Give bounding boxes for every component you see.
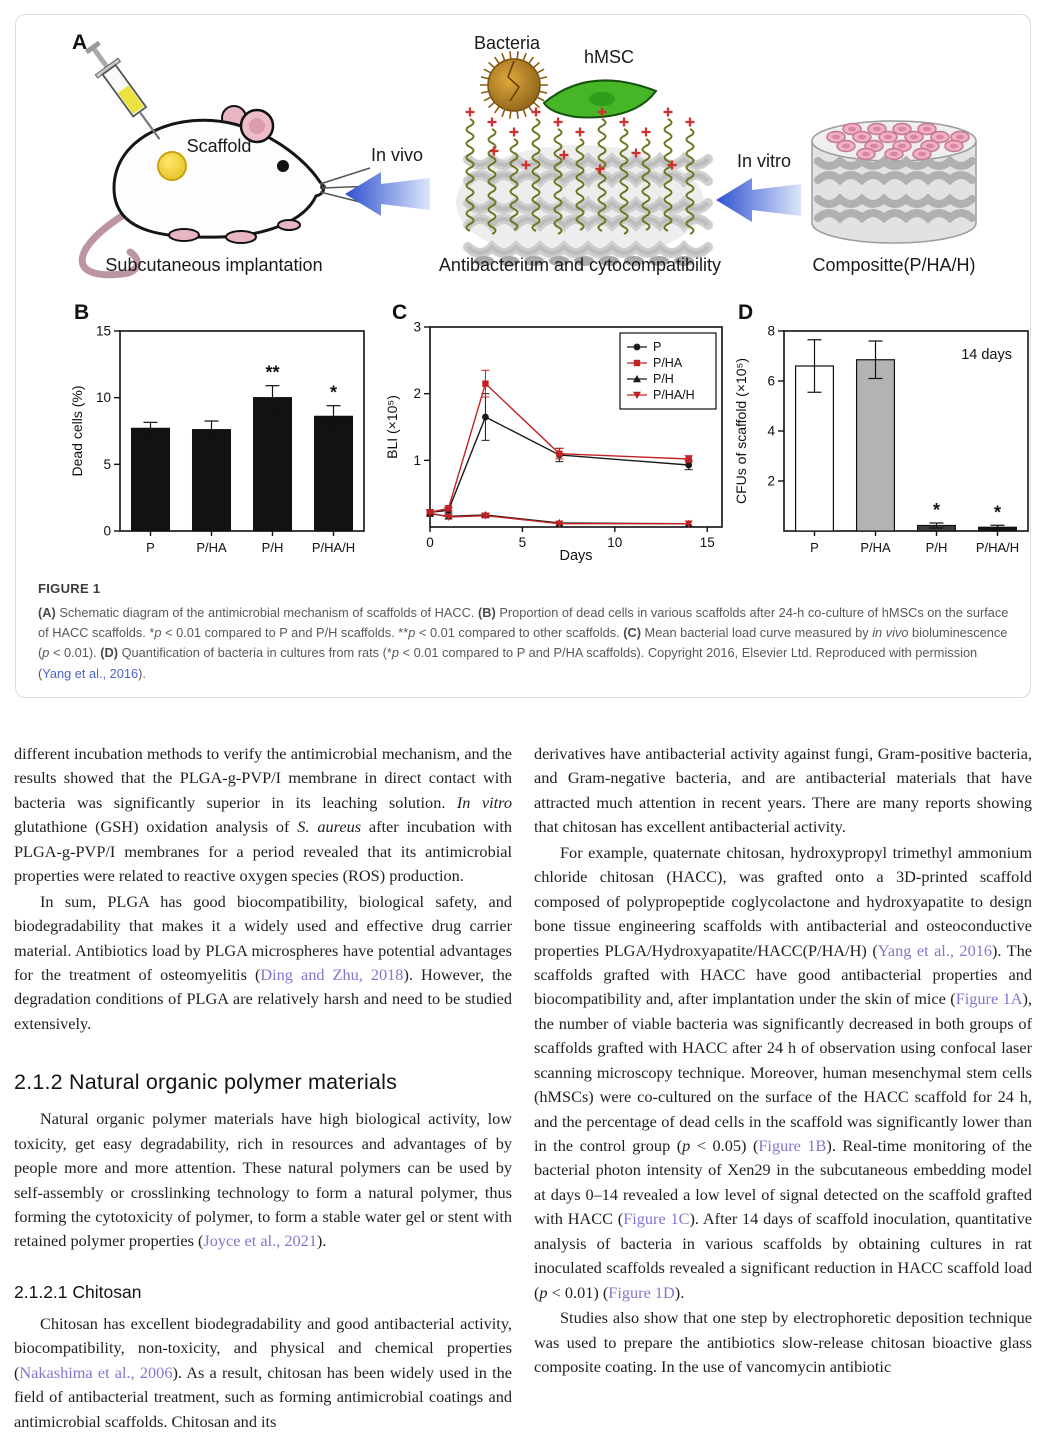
scaffold-label: Scaffold: [186, 136, 252, 156]
svg-text:15: 15: [699, 535, 715, 550]
in-vitro-arrow: [716, 178, 801, 222]
left-column: [14, 742, 512, 1434]
citation-link[interactable]: Joyce et al., 2021: [203, 1231, 317, 1251]
mouse-ear-inner: [249, 118, 265, 134]
svg-text:P/HA: P/HA: [196, 540, 227, 555]
bar-chart-dead-cells: [66, 315, 378, 567]
paragraph: different incubation methods to verify the antimicrobial mechanism, and the results showed that the PLGA-g-PVP/I membrane in direct contact with bacteria was significantly superior in its leaching solution. In vitro glutathione (GSH) oxidation analysis of S. aureus after incubation with PLGA-g-PVP/I membranes for a period revealed that its antimicrobial properties were related to reactive oxygen species (ROS) production.: [14, 744, 513, 886]
mouse-foot: [169, 229, 199, 241]
svg-text:P/H: P/H: [925, 540, 948, 555]
paragraph: Natural organic polymer materials have high biological activity, low toxicity, get easy degradability, rich in resources and advantages of by people more and more attention. These natural polymers can be used by self-assembly or crosslinking technology to form a natural polymer, thus forming the cytotoxicity of polymer, to form a stable water gel or stent with retained polymer properties (Joyce et al., 2021).: [14, 1109, 512, 1251]
paragraph: derivatives have antibacterial activity against fungi, Gram-positive bacteria, and Gram-negative bacteria, and are antibacterial materials that have attracted much attention in recent years. There are many reports showing that chitosan has excellent antibacterial activity.: [534, 744, 1032, 837]
svg-text:P: P: [653, 340, 662, 354]
svg-text:14 days: 14 days: [961, 347, 1012, 363]
right-column: [534, 742, 1032, 1434]
svg-text:Dead cells (%): Dead cells (%): [69, 385, 85, 477]
subsection-heading: 2.1.2.1 Chitosan: [14, 1281, 142, 1302]
svg-text:5: 5: [518, 535, 527, 550]
figure-caption: [38, 581, 1010, 684]
bar-chart-cfus: [730, 315, 1031, 567]
citation-link[interactable]: Figure 1A: [955, 989, 1023, 1009]
in-vitro-label: In vitro: [736, 151, 792, 171]
bacteria-label: Bacteria: [473, 33, 541, 53]
mouse-nose: [320, 184, 326, 190]
in-vivo-arrow: [345, 172, 430, 216]
svg-text:P/HA/H: P/HA/H: [653, 388, 695, 402]
svg-text:P: P: [810, 540, 819, 555]
svg-text:*: *: [993, 502, 1002, 523]
paragraph: Studies also show that one step by electrophoretic deposition technique was used to prepare the antibiotics slow-release chitosan bioactive glass composite coating. In the use of vancomycin antibiotic: [534, 1308, 1032, 1376]
composite-scaffold: [812, 121, 976, 243]
svg-text:P/HA: P/HA: [653, 356, 683, 370]
article-body: [14, 742, 1032, 1434]
svg-text:2: 2: [413, 386, 421, 402]
svg-text:0: 0: [426, 535, 434, 550]
citation-link[interactable]: Yang et al., 2016: [42, 665, 139, 681]
panel-label-c: C: [392, 301, 408, 324]
mouse-eye: [277, 160, 289, 172]
svg-text:0: 0: [103, 523, 111, 539]
svg-text:*: *: [329, 382, 338, 403]
composite-label: Compositte(P/HA/H): [812, 255, 976, 275]
svg-text:P/HA/H: P/HA/H: [311, 540, 356, 555]
in-vivo-label: In vivo: [370, 145, 424, 165]
panel-label-d: D: [738, 301, 754, 324]
svg-text:CFUs of scaffold (×10⁵): CFUs of scaffold (×10⁵): [733, 358, 749, 504]
figure-caption-text: (A) Schematic diagram of the antimicrobial mechanism of scaffolds of HACC. (B) Proportion of dead cells in various scaffolds after 24-h co-culture of hMSCs on the surface of HACC scaffolds. *p < 0.01 compared to P and P/H scaffolds. **p < 0.01 compared to other scaffolds. (C) Mean bacterial load curve measured by in vivo bioluminescence (p < 0.01). (D) Quantification of bacteria in cultures from rats (*p < 0.01 compared to P and P/HA scaffolds). Copyright 2016, Elsevier Ltd. Reproduced with permission (Yang et al., 2016).: [38, 605, 1009, 681]
subcutaneous-label: Subcutaneous implantation: [105, 255, 323, 275]
svg-text:10: 10: [607, 535, 623, 550]
implant-site: [158, 152, 186, 180]
citation-link[interactable]: Figure 1C: [623, 1209, 690, 1229]
svg-text:**: **: [265, 362, 280, 383]
paragraph: Chitosan has excellent biodegradability and good antibacterial activity, biocompatibility, non-toxicity, and physical and chemical properties (Nakashima et al., 2006). As a result, chitosan has been widely used in the field of antibacterial treatment, such as forming antimicrobial coatings and antimicrobial scaffolds. Chitosan and its: [14, 1313, 513, 1431]
svg-text:1: 1: [413, 452, 421, 468]
hmsc-label: hMSC: [583, 47, 635, 67]
mouse-paw: [278, 220, 300, 230]
figure-1-card: [15, 14, 1031, 698]
citation-link[interactable]: Figure 1D: [608, 1282, 675, 1302]
svg-text:Days: Days: [559, 548, 593, 564]
svg-text:3: 3: [413, 319, 421, 335]
citation-link[interactable]: Ding and Zhu, 2018: [260, 964, 404, 984]
mouse-illustration: [80, 37, 376, 275]
citation-link[interactable]: Nakashima et al., 2006: [19, 1362, 173, 1382]
svg-text:BLI (×10⁵): BLI (×10⁵): [384, 395, 400, 459]
paper-page: [0, 14, 1046, 1446]
svg-text:4: 4: [767, 423, 775, 439]
bacteria-icon: [480, 51, 548, 119]
section-heading: 2.1.2 Natural organic polymer materials: [14, 1070, 398, 1095]
panel-label-a: A: [72, 31, 88, 54]
svg-text:8: 8: [767, 323, 775, 339]
paragraph: For example, quaternate chitosan, hydroxypropyl trimethyl ammonium chloride chitosan (HACC), was grafted onto a 3D-printed scaffold composed of polypropeptide coglycolactone and hydroxyapatite to design bone tissue engineering scaffolds with antibacterial and osteoconductive properties PLGA/Hydroxyapatite/HACC(P/HA/H) (Yang et al., 2016). The scaffolds grafted with HACC have good antibacterial properties and biocompatibility and, after implantation under the skin of mice (Figure 1A), the number of viable bacteria was significantly decreased in both groups of scaffolds grafted with HACC after 24 h of observation using confocal laser scanning microscopy technique. Moreover, human mesenchymal stem cells (hMSCs) were co-cultured on the surface of the HACC scaffold for 24 h, and the percentage of dead cells in the scaffold was significantly lower than in the control group (p < 0.05) (Figure 1B). Real-time monitoring of the bacterial photon intensity of Xen29 in the subcutaneous embedding model at days 0–14 revealed a low level of signal detected on the scaffold grafted with HACC (Figure 1C). After 14 days of scaffold inoculation, quantitative analysis of bacteria in various scaffolds by obtaining cultures in rat inoculated scaffolds revealed a significant reduction in HACC scaffold load (p < 0.01) (Figure 1D).: [534, 842, 1032, 1302]
svg-text:P: P: [146, 540, 155, 555]
antibacterium-label: Antibacterium and cytocompatibility: [438, 255, 722, 275]
schematic-panel-a: [24, 23, 1024, 295]
citation-link[interactable]: Figure 1B: [758, 1136, 827, 1155]
svg-text:P/H: P/H: [653, 372, 674, 386]
svg-text:P/H: P/H: [261, 540, 284, 555]
svg-text:P/HA/H: P/HA/H: [975, 540, 1020, 555]
citation-link[interactable]: Yang et al., 2016: [877, 940, 992, 960]
svg-text:5: 5: [103, 456, 111, 472]
figure-caption-title: FIGURE 1: [38, 581, 101, 596]
scaffold-lattice: [456, 108, 708, 267]
svg-text:P/HA: P/HA: [860, 540, 891, 555]
svg-text:15: 15: [95, 323, 111, 339]
mouse-foot: [226, 231, 256, 243]
panel-label-b: B: [74, 301, 90, 324]
line-chart-bli: [382, 315, 734, 567]
paragraph: In sum, PLGA has good biocompatibility, biological safety, and biodegradability that makes it a widely used and effective drug carrier material. Antibiotics load by PLGA microspheres have potential advantages for the treatment of osteomyelitis (Ding and Zhu, 2018). However, the degradation conditions of PLGA are relatively harsh and need to be studied extensively.: [14, 891, 512, 1033]
svg-text:*: *: [932, 500, 941, 520]
svg-text:6: 6: [767, 373, 775, 389]
svg-text:2: 2: [767, 473, 775, 489]
svg-text:10: 10: [95, 390, 111, 406]
